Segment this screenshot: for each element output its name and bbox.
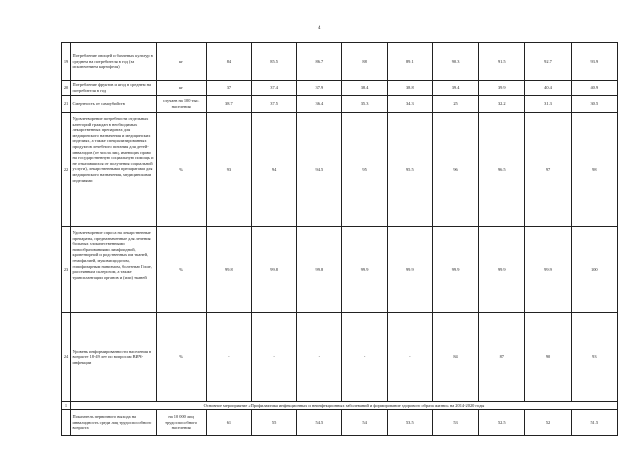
value-cell: 99.9 xyxy=(432,227,478,313)
row-number: 23 xyxy=(62,227,71,313)
value-cell: 32.2 xyxy=(479,96,525,113)
row-number: 21 xyxy=(62,96,71,113)
value-cell: 30.5 xyxy=(571,96,617,113)
value-cell: 40.4 xyxy=(525,81,571,96)
unit-cell: на 10 000 лиц трудоспособного населения xyxy=(156,410,206,436)
value-cell: 88 xyxy=(342,43,387,81)
value-cell: 99.9 xyxy=(479,227,525,313)
value-cell: 91.5 xyxy=(479,43,525,81)
value-cell: 87 xyxy=(479,313,525,402)
value-cell: - xyxy=(252,313,297,402)
value-cell: - xyxy=(387,313,432,402)
table-row xyxy=(62,81,618,96)
value-cell: 53.5 xyxy=(387,410,432,436)
row-number: 22 xyxy=(62,113,71,227)
value-cell: 38.4 xyxy=(342,81,387,96)
section-row xyxy=(62,402,618,410)
value-cell: 31.3 xyxy=(525,96,571,113)
value-cell: - xyxy=(342,313,387,402)
value-cell: 40.9 xyxy=(571,81,617,96)
table-row xyxy=(62,96,618,113)
table-row xyxy=(62,113,618,227)
value-cell: 99.9 xyxy=(387,227,432,313)
table-row xyxy=(62,410,618,436)
value-cell: 94 xyxy=(252,113,297,227)
value-cell: 90.3 xyxy=(432,43,478,81)
value-cell: 54.5 xyxy=(297,410,342,436)
value-cell: 38.8 xyxy=(387,81,432,96)
section-number: 1 xyxy=(62,402,71,410)
section-title: Основное мероприятие «Профилактика инфекционных и неинфекционных заболеваний и формирование здорового образа жизни» на 2014-2020 годы xyxy=(71,402,618,410)
indicator-name: Удовлетворение спроса на лекарственные препараты, предназначенные для лечения больных злокачественными новообразованиями лимфоидной, кроветворной и родственных им тканей, гемофилией, муковисцидозом, гипофизарным нанизмом, болезнью Гоше, рассеянным склерозом, а также трансплантации органов и (или) тканей xyxy=(71,227,156,313)
indicator-name: Показатель первичного выхода на инвалидность среди лиц трудоспособного возраста xyxy=(71,410,156,436)
value-cell: - xyxy=(297,313,342,402)
value-cell: 37 xyxy=(206,81,251,96)
value-cell: 37.5 xyxy=(252,96,297,113)
table-row xyxy=(62,227,618,313)
value-cell: 96.5 xyxy=(479,113,525,227)
value-cell: 54 xyxy=(342,410,387,436)
table-row xyxy=(62,313,618,402)
row-number: 24 xyxy=(62,313,71,402)
value-cell: 86.7 xyxy=(297,43,342,81)
value-cell: 25 xyxy=(432,96,478,113)
value-cell: 39.9 xyxy=(479,81,525,96)
unit-cell: кг xyxy=(156,81,206,96)
value-cell: 98 xyxy=(571,113,617,227)
value-cell: 99.9 xyxy=(342,227,387,313)
value-cell: 95 xyxy=(342,113,387,227)
row-number: 20 xyxy=(62,81,71,96)
value-cell: 84 xyxy=(206,43,251,81)
value-cell: 90 xyxy=(525,313,571,402)
value-cell: 89.1 xyxy=(387,43,432,81)
value-cell: 84 xyxy=(432,313,478,402)
value-cell: 37.4 xyxy=(252,81,297,96)
value-cell: 61 xyxy=(206,410,251,436)
indicators-table xyxy=(61,42,618,436)
value-cell: 55 xyxy=(252,410,297,436)
table-row xyxy=(62,43,618,81)
value-cell: 37.9 xyxy=(297,81,342,96)
value-cell: 93.9 xyxy=(571,43,617,81)
value-cell: 34.3 xyxy=(387,96,432,113)
value-cell: 99.8 xyxy=(297,227,342,313)
unit-cell: % xyxy=(156,113,206,227)
indicator-name: Смертность от самоубийств xyxy=(71,96,156,113)
value-cell: 99.8 xyxy=(206,227,251,313)
page-number: 4 xyxy=(318,26,321,31)
value-cell: 35.3 xyxy=(342,96,387,113)
value-cell: 36.4 xyxy=(297,96,342,113)
unit-cell: случаев на 100 тыс. населения xyxy=(156,96,206,113)
indicator-name: Потребление фруктов и ягод в среднем на потребителя в год xyxy=(71,81,156,96)
value-cell: 99.9 xyxy=(525,227,571,313)
row-number xyxy=(62,410,71,436)
value-cell: - xyxy=(206,313,251,402)
value-cell: 94.5 xyxy=(297,113,342,227)
value-cell: 51.5 xyxy=(571,410,617,436)
value-cell: 100 xyxy=(571,227,617,313)
value-cell: 93 xyxy=(206,113,251,227)
unit-cell: % xyxy=(156,227,206,313)
unit-cell: % xyxy=(156,313,206,402)
unit-cell: кг xyxy=(156,43,206,81)
value-cell: 39.4 xyxy=(432,81,478,96)
value-cell: 53 xyxy=(432,410,478,436)
value-cell: 92.7 xyxy=(525,43,571,81)
value-cell: 93 xyxy=(571,313,617,402)
indicator-name: Удовлетворение потребности отдельных категорий граждан в необходимых лекарственных препаратах для медицинского назначения и медицинских изделиях, а также специализированных продуктов лечебного питания для детей-инвалидов (от числа лиц, имеющих право на государственную социальную помощь и не отказавшихся от получения социальной услуги), лекарственными препаратами для медицинского назначения, медицинскими изделиями xyxy=(71,113,156,227)
value-cell: 97 xyxy=(525,113,571,227)
indicator-name: Уровень информированности населения в возрасте 18-49 лет по вопросам ВИЧ-инфекции xyxy=(71,313,156,402)
value-cell: 99.8 xyxy=(252,227,297,313)
indicator-name: Потребление овощей и бахчевых культур в среднем на потребителя в год (за исключением картофеля) xyxy=(71,43,156,81)
value-cell: 38.7 xyxy=(206,96,251,113)
value-cell: 52 xyxy=(525,410,571,436)
row-number: 19 xyxy=(62,43,71,81)
value-cell: 52.5 xyxy=(479,410,525,436)
value-cell: 95.5 xyxy=(387,113,432,227)
value-cell: 85.5 xyxy=(252,43,297,81)
value-cell: 96 xyxy=(432,113,478,227)
